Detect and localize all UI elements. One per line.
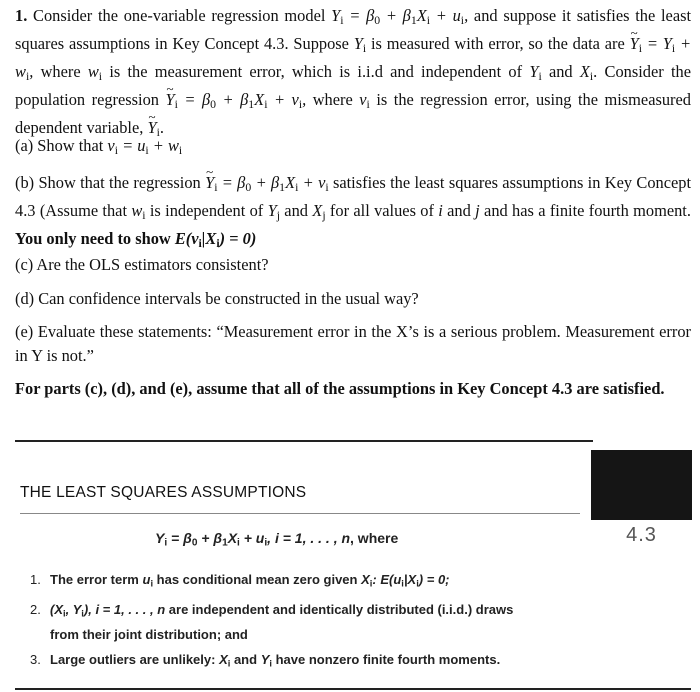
box-equation: $Y_i = \beta_0 + \beta_1X_i + u_i$, i = 1, . . . , n, where [155, 530, 399, 549]
key-concept-title: THE LEAST SQUARES ASSUMPTIONS [20, 484, 307, 501]
assumption-3: 3. Large outliers are unlikely: $X_i$ and $Y_i$ have nonzero finite fourth moments. [30, 652, 501, 669]
part-a: (a) Show that $v_i = u_i + w_i$ [15, 136, 183, 157]
concept-dark-block [591, 450, 692, 520]
population-regression: ~ $Y_i = \beta_0 + \beta_1X_i + v_i$, [165, 90, 306, 109]
assumption-2: 2. ($X_i$, $Y_i$), i = 1, . . . , n are independent and identically distributed (i.i.d.) draws from their joint distribution; and [30, 602, 514, 643]
part-d: (d) Can confidence intervals be constructed in the usual way? [15, 289, 419, 308]
model-equation: $Y_i = \beta_0 + \beta_1X_i + u_i$, [331, 6, 469, 27]
box-top-rule [15, 440, 593, 442]
box-bottom-rule [15, 688, 691, 690]
parts-note: For parts (c), (d), and (e), assume that all of the assumptions in Key Concept 4.3 are satisfied. [15, 379, 665, 398]
assumption-1: 1. The error term $u_i$ has conditional mean zero given $X_i$: $E(u_i|X_i) = 0$; [30, 572, 450, 589]
part-b: (b) Show that the regression ~ $Y_i = \beta_0 + \beta_1X_i + v_i$ satisfies the least squares assumptions in Key Concept 4.3 (Assume that $w_i$ is independent of $Y_j$ and $X_j$ for all values of i and j and has a finite fourth moment. You only need to show $E(v_i|X_i) = 0$) [15, 171, 691, 255]
conditional-mean-condition: $E(v_i|X_i) = 0$) [174, 228, 257, 250]
part-c: (c) Are the OLS estimators consistent? [15, 255, 269, 274]
problem-number: 1. [15, 6, 28, 25]
key-concept-number: 4.3 [626, 524, 657, 546]
problem-statement: 1. Consider the one-variable regression model $Y_i = \beta_0 + \beta_1X_i + u_i$, and suppose it satisfies the least squares assumptions in Key Concept 4.3. Suppose $Y_i$ is measured with error, so the data are ~ $Y_i = Y_i + w_i$, where $w_i$ is the measurement error, which is i.i.d and independent of $Y_i$ and $X_i$. Consider the population regression ~ $Y_i = \beta_0 + \beta_1X_i + v_i$, where $v_i$ is the regression error, using the mismeasured dependent variable, ~ $Y_i$. [15, 4, 691, 144]
part-e: (e) Evaluate these statements: “Measurement error in the X’s is a serious problem. Measurement error in Y is not.” [15, 322, 691, 365]
title-separator [20, 513, 580, 514]
